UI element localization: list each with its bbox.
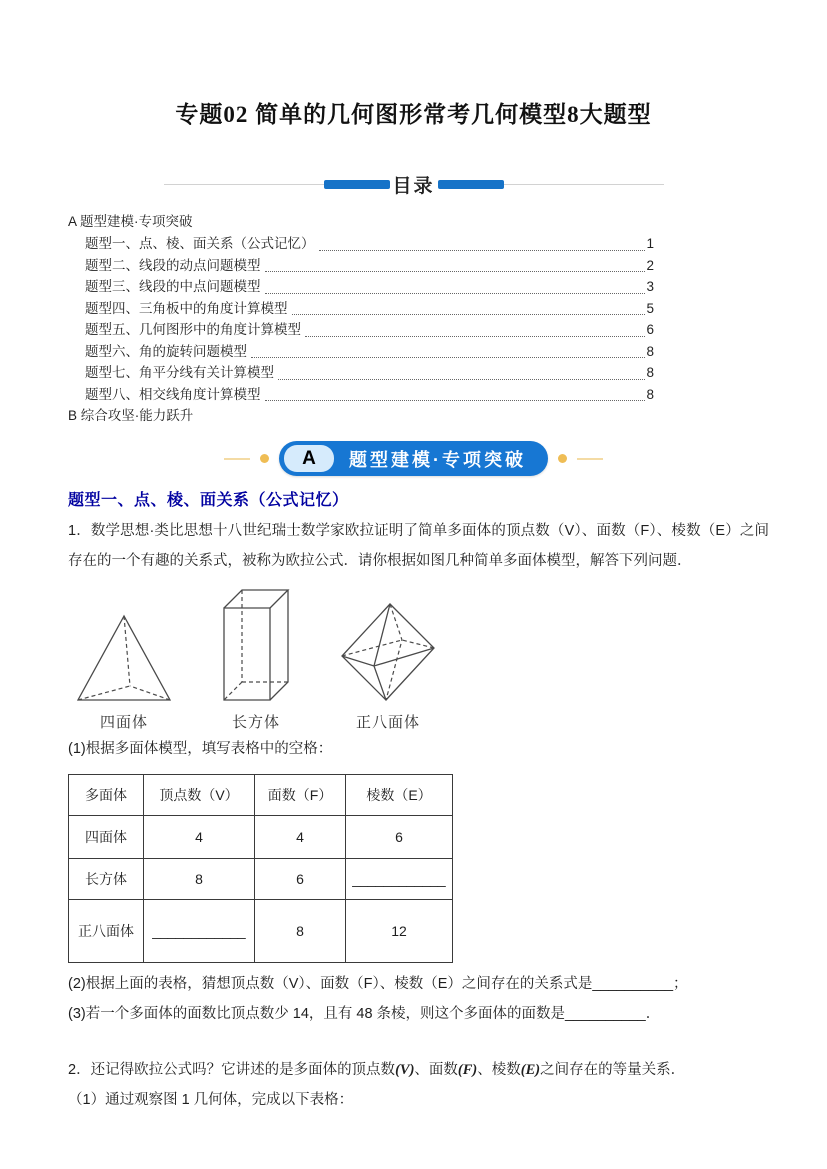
table-of-contents [68, 211, 654, 427]
header-vertices: 顶点数（V） [144, 775, 255, 816]
problem-1-text: 1．数学思想·类比思想十八世纪瑞士数学家欧拉证明了简单多面体的顶点数（V）、面数（F）、棱数（E）之间存在的一个有趣的关系式，被称为欧拉公式．请你根据如图几种简单多面体模型，解答下列问题． [68, 523, 769, 569]
toc-page-number: 8 [646, 343, 654, 359]
toc-page-number: 8 [646, 365, 654, 380]
toc-page-number: 2 [646, 257, 654, 273]
problem-2-text [68, 1055, 769, 1085]
toc-section-a: A 题型建模·专项突破 [68, 214, 193, 229]
cell-edges: 12 [346, 900, 453, 963]
toc-bar-right [438, 180, 504, 189]
toc-item-8[interactable] [68, 384, 654, 406]
cell-vertices: 4 [144, 816, 255, 859]
toc-item-3[interactable] [68, 276, 654, 298]
cell-faces: 4 [255, 816, 346, 859]
toc-item-6[interactable] [68, 341, 654, 363]
figure-octahedron [338, 600, 438, 732]
table-header-row [69, 775, 453, 816]
polyhedron-table [68, 774, 453, 963]
table-row [69, 900, 453, 963]
toc-item-label: 题型五、几何图形中的角度计算模型 [85, 322, 301, 337]
cuboid-icon [220, 586, 292, 704]
toc-page-number: 6 [646, 322, 654, 337]
toc-heading: 目录 [392, 176, 435, 197]
cell-name: 四面体 [69, 816, 144, 859]
banner-line-right [577, 458, 603, 460]
toc-item-label: 题型六、角的旋转问题模型 [85, 343, 247, 359]
toc-item-label: 题型八、相交线角度计算模型 [85, 386, 261, 402]
question-3-text: (3)若一个多面体的面数比顶点数少 14，且有 48 条棱，则这个多面体的面数是__________． [68, 1006, 661, 1022]
cell-edges-blank: ____________ [346, 859, 453, 900]
polyhedron-figures [74, 586, 827, 732]
header-polyhedron: 多面体 [69, 775, 144, 816]
toc-dot-leader [251, 357, 645, 358]
toc-dot-leader [305, 336, 645, 337]
problem-2-segment: 、棱数 [477, 1062, 521, 1078]
toc-page-number: 1 [646, 236, 654, 251]
badge-label: 题型建模·专项突破 [349, 449, 526, 470]
toc-dot-leader [319, 250, 646, 251]
toc-dot-leader [265, 271, 646, 272]
header-edges: 棱数（E） [346, 775, 453, 816]
section-a-banner [0, 441, 827, 476]
toc-page-number: 3 [646, 279, 654, 294]
edges-symbol: (E) [520, 1062, 541, 1078]
banner-dot-left-icon [260, 454, 269, 463]
toc-item-label: 题型二、线段的动点问题模型 [85, 257, 261, 273]
question-2-text: (2)根据上面的表格，猜想顶点数（V）、面数（F）、棱数（E）之间存在的关系式是__________； [68, 976, 688, 992]
cell-faces: 8 [255, 900, 346, 963]
divider-line-left [164, 184, 324, 185]
problem-2-segment: 2．还记得欧拉公式吗？它讲述的是多面体的顶点数 [68, 1062, 396, 1078]
toc-dot-leader [265, 400, 646, 401]
toc-item-label: 题型一、点、棱、面关系（公式记忆） [85, 236, 315, 251]
toc-item-label: 题型三、线段的中点问题模型 [85, 279, 261, 294]
problem-2-question-1: （1）通过观察图 1 几何体，完成以下表格： [68, 1092, 354, 1108]
toc-bar-left [324, 180, 390, 189]
question-1-text: (1)根据多面体模型，填写表格中的空格： [68, 741, 333, 757]
toc-item-5[interactable] [68, 319, 654, 341]
cell-vertices: 8 [144, 859, 255, 900]
toc-item-1[interactable] [68, 233, 654, 255]
figure-cuboid [220, 586, 292, 732]
badge-letter: A [284, 445, 334, 472]
cell-edges: 6 [346, 816, 453, 859]
table-row [69, 859, 453, 900]
banner-line-left [224, 458, 250, 460]
problem-2-segment: 、面数 [414, 1062, 458, 1078]
page-title: 专题02 简单的几何图形常考几何模型8大题型 [175, 102, 652, 127]
octahedron-icon [338, 600, 438, 704]
vertices-symbol: (V) [395, 1062, 415, 1078]
toc-item-label: 题型四、三角板中的角度计算模型 [85, 300, 288, 316]
divider-line-right [504, 184, 664, 185]
problem-2-segment: 之间存在的等量关系． [540, 1062, 686, 1078]
toc-dot-leader [265, 293, 646, 294]
toc-page-number: 8 [646, 386, 654, 402]
table-row [69, 816, 453, 859]
toc-section-b: B 综合攻坚·能力跃升 [68, 408, 194, 423]
cell-name: 长方体 [69, 859, 144, 900]
cell-faces: 6 [255, 859, 346, 900]
topic-1-heading: 题型一、点、棱、面关系（公式记忆） [68, 492, 349, 509]
header-faces: 面数（F） [255, 775, 346, 816]
banner-dot-right-icon [558, 454, 567, 463]
faces-symbol: (F) [457, 1062, 478, 1078]
figure-label: 正八面体 [355, 715, 420, 731]
toc-page-number: 5 [646, 300, 654, 316]
figure-label: 长方体 [231, 715, 280, 731]
toc-dot-leader [278, 379, 645, 380]
figure-tetrahedron [74, 612, 174, 732]
toc-dot-leader [292, 314, 646, 315]
section-a-badge [279, 441, 548, 476]
cell-name: 正八面体 [69, 900, 144, 963]
cell-vertices-blank: ____________ [144, 900, 255, 963]
tetrahedron-icon [74, 612, 174, 704]
toc-item-2[interactable] [68, 255, 654, 277]
toc-item-label: 题型七、角平分线有关计算模型 [85, 365, 274, 380]
figure-label: 四面体 [99, 715, 148, 731]
toc-item-4[interactable] [68, 298, 654, 320]
toc-item-7[interactable] [68, 362, 654, 384]
toc-heading-row [164, 171, 664, 198]
